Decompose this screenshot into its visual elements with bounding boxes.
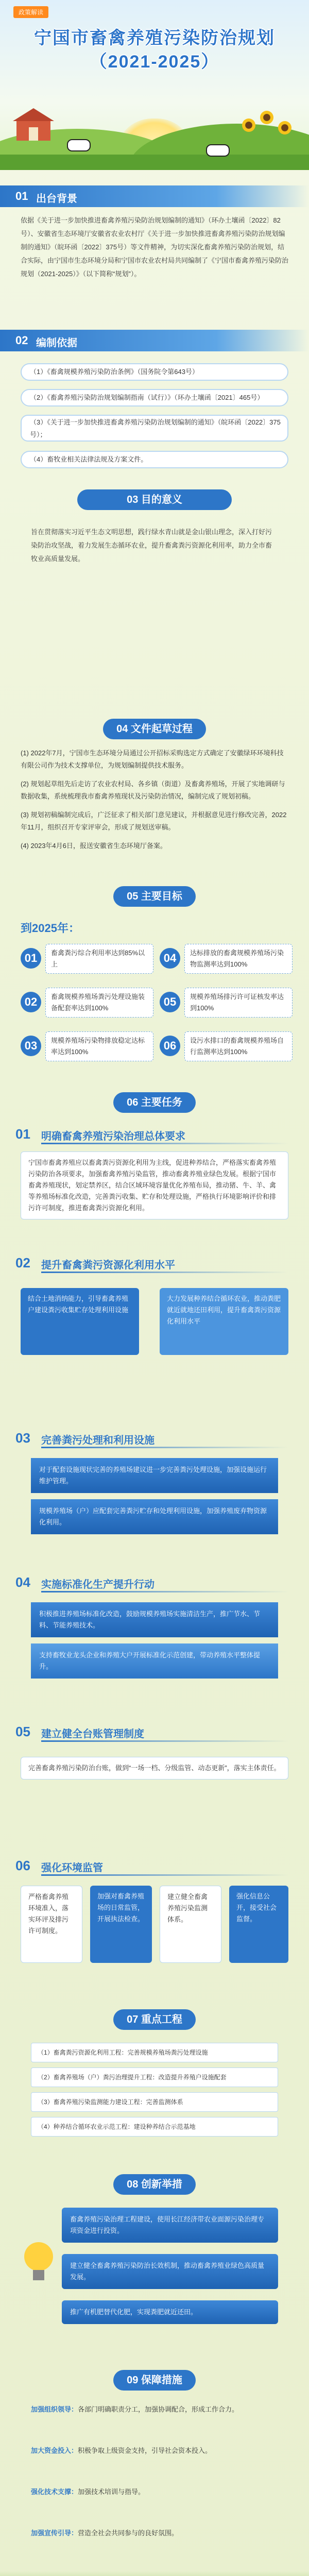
task-01-text: 宁国市畜禽养殖应以畜禽粪污资源化利用为主线，促进种养结合，严格落实畜禽养殖污染防治各项要求，加强畜禽养殖污染监管，推动畜禽养殖业绿色发展。根据宁国市畜禽养殖现状，划定禁养区，结合区域环境容量优化养殖布局，推动猪、牛、羊、禽等养殖场标准化改造，完善粪污收集、贮存和处理设施，严格执行环境影响评价和排污许可制度，推进畜禽粪污资源化利用。: [21, 1151, 288, 1219]
process-item: (4) 2023年4月6日，报送安徽省生态环境厅备案。: [21, 842, 167, 850]
policy-tag: 政策解读: [13, 6, 48, 18]
task-06-a: 严格畜禽养殖环境准入，落实环评及排污许可制度。: [21, 1886, 82, 1963]
section-01-title: 出台背景: [36, 193, 77, 205]
section-02-title: 编制依据: [36, 337, 77, 349]
innovation-item: 建立健全畜禽养殖污染防治长效机制，推动畜禽养殖业绿色高质量发展。: [62, 2254, 278, 2289]
process-item: (2) 规划起草组先后走访了农业农村局、各乡镇（街道）及畜禽养殖场，开展了实地调研与数据收集，系统梳理我市畜禽养殖现状及污染防治情况，编制完成了规划初稿。: [21, 780, 285, 800]
header-banner: [0, 0, 309, 170]
section-03-title: 目的意义: [141, 494, 182, 505]
section-07-bar: 07 重点工程: [113, 2009, 196, 2030]
task-06-b: 加强对畜禽养殖场的日常监管，开展执法检查。: [90, 1886, 152, 1963]
safeguard-item: 加大资金投入：积极争取上级资金支持，引导社会资本投入。: [31, 2447, 212, 2454]
field-illustration: [0, 155, 309, 170]
process-item: (3) 规划初稿编制完成后，广泛征求了相关部门意见建议，并根据意见进行修改完善，2022年11月，组织召开专家评审会，形成了规划送审稿。: [21, 811, 287, 831]
task-05-text: 完善畜禽养殖污染防治台账，做到“一场一档、分级监管、动态更新”，落实主体责任。: [21, 1757, 288, 1780]
lightbulb-icon: [21, 2215, 57, 2318]
task-06-c: 建立健全畜禽养殖污染监测体系。: [160, 1886, 221, 1963]
section-04-bar: 04 文件起草过程: [103, 719, 206, 739]
sunflower-icon: [260, 111, 273, 124]
goals-year: 到2025年：: [21, 922, 80, 935]
page-subtitle: （2021-2025）: [89, 52, 220, 72]
basis-item: （3）《关于进一步加快推进畜禽养殖污染防治规划编制的通知》（皖环函〔2022〕375号）；: [21, 415, 288, 442]
section-06-bar: 06 主要任务: [113, 1092, 196, 1113]
goal-number: 05: [160, 992, 180, 1012]
page-title: 宁国市畜禽养殖污染防治规划: [34, 28, 275, 48]
project-row: （3）畜禽养殖污染监测能力建设工程：完善监测体系: [31, 2092, 278, 2112]
section-03-bar: 03 目的意义: [77, 489, 232, 510]
goal-number: 02: [21, 992, 41, 1012]
safeguard-item: 加强宣传引导：营造全社会共同参与的良好氛围。: [31, 2529, 179, 2537]
task-01-heading: 01 明确畜禽养殖污染治理总体要求: [0, 1123, 309, 1146]
goal-number: 01: [21, 948, 41, 969]
task-02-heading: 02 提升畜禽粪污资源化利用水平: [0, 1252, 309, 1275]
task-04-b: 支持畜牧业龙头企业和养殖大户开展标准化示范创建，带动养殖水平整体提升。: [31, 1643, 278, 1679]
goal-text: 畜禽粪污综合利用率达到85%以上: [45, 944, 153, 974]
task-04-heading: 04 实施标准化生产提升行动: [0, 1571, 309, 1594]
task-06-d: 强化信息公开，接受社会监督。: [229, 1886, 288, 1963]
task-03-a: 对于配套设施现状完善的养殖场建议进一步完善粪污处理设施，加强设施运行维护管理。: [31, 1458, 278, 1493]
safeguard-item: 加强组织领导：各部门明确职责分工，加强协调配合，形成工作合力。: [31, 2405, 239, 2413]
goal-text: 规模养殖场污染物排放稳定达标率达到100%: [45, 1031, 153, 1061]
section-08-bar: 08 创新举措: [113, 2174, 196, 2195]
goal-text: 畜禽规模养殖场粪污处理设施装备配套率达到100%: [45, 988, 153, 1018]
barn-icon: [10, 106, 57, 142]
task-02-left: 结合土地消纳能力，引导畜禽养殖户建设粪污收集贮存处理利用设施: [21, 1288, 139, 1355]
cow-icon: [67, 139, 91, 151]
innovation-item: 推广有机肥替代化肥，实现粪肥就近还田。: [62, 2300, 278, 2324]
background-text: 依据《关于进一步加快推进畜禽养殖污染防治规划编制的通知》（环办土壤函〔2022〕82号）、安徽省生态环境厅安徽省农业农村厅《关于进一步加快推进畜禽养殖污染防治规划编制的通知》（皖环函〔2022〕375号）等文件精神，为切实深化畜禽养殖污染防治规划，结合实际，由宁国市生态环境分局和宁国市农业农村局共同编制了《宁国市畜禽养殖污染防治规划（2021-2025）》（以下简称“规划”）。: [21, 216, 289, 278]
goal-text: 设污水排口的畜禽规模养殖场自行监测率达到100%: [184, 1031, 293, 1061]
task-05-heading: 05 建立健全台账管理制度: [0, 1721, 309, 1743]
goal-number: 06: [160, 1036, 180, 1056]
sunflower-icon: [278, 121, 291, 134]
basis-item: （1）《畜禽规模养殖污染防治条例》（国务院令第643号）: [21, 363, 288, 381]
process-item: (1) 2022年7月，宁国市生态环境分局通过公开招标采购选定方式确定了安徽绿环环境科技有限公司作为技术支撑单位，为规划编制提供技术服务。: [21, 749, 284, 769]
basis-item: （2）《畜禽养殖污染防治规划编制指南（试行）》（环办土壤函〔2021〕465号）: [21, 389, 288, 406]
section-02-bar: 02 编制依据: [0, 330, 309, 351]
project-row: （1）畜禽粪污资源化利用工程：完善规模养殖场粪污处理设施: [31, 2043, 278, 2062]
safeguard-item: 强化技术支撑：加强技术培训与指导。: [31, 2488, 145, 2496]
goal-number: 04: [160, 948, 180, 969]
project-row: （2）畜禽养殖场（户）粪污治理提升工程：改造提升养殖户设施配套: [31, 2067, 278, 2087]
goal-number: 03: [21, 1036, 41, 1056]
task-06-heading: 06 强化环境监管: [0, 1855, 309, 1877]
task-03-heading: 03 完善粪污处理和利用设施: [0, 1427, 309, 1450]
section-09-bar: 09 保障措施: [113, 2370, 196, 2391]
task-02-right: 大力发展种养结合循环农业，推动粪肥就近就地还田利用，提升畜禽粪污资源化利用水平: [160, 1288, 288, 1355]
section-01-bar: 01 出台背景: [0, 185, 309, 207]
innovation-item: 畜禽养殖污染治理工程建设，使用长江经济带农业面源污染治理专项资金进行投资。: [62, 2208, 278, 2243]
task-04-a: 积极推进养殖场标准化改造，鼓励规模养殖场实施清洁生产，推广节水、节料、节能养殖技术。: [31, 1602, 278, 1637]
goal-text: 规模养殖场排污许可证核发率达到100%: [184, 988, 293, 1018]
footer-decoration: [0, 2571, 309, 2576]
task-03-b: 规模养殖场（户）应配套完善粪污贮存和处理利用设施，加强养殖废弃物资源化利用。: [31, 1499, 278, 1534]
cow-icon: [206, 144, 230, 157]
sunflower-icon: [242, 118, 255, 132]
goal-text: 达标排放的畜禽规模养殖场污染物监测率达到100%: [184, 944, 293, 974]
project-row: （4）种养结合循环农业示范工程：建设种养结合示范基地: [31, 2117, 278, 2137]
basis-item: （4）畜牧业相关法律法规及方案文件。: [21, 451, 288, 468]
section-05-bar: 05 主要目标: [113, 886, 196, 907]
purpose-text: 旨在贯彻落实习近平生态文明思想，践行绿水青山就是金山银山理念，深入打好污染防治攻坚战，着力发展生态循环农业，提升畜禽粪污资源化利用率，助力全市畜牧业高质量发展。: [31, 528, 272, 563]
